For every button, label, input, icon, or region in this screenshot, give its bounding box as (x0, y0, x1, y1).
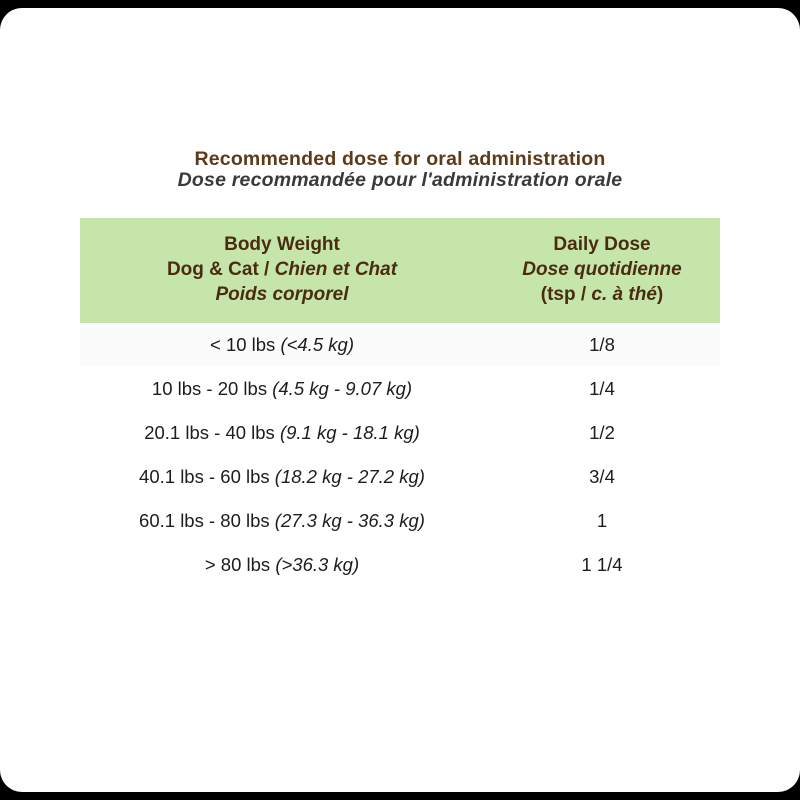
weight-kg: (4.5 kg - 9.07 kg) (272, 378, 413, 400)
weight-kg: (27.3 kg - 36.3 kg) (274, 510, 425, 532)
weight-kg: (18.2 kg - 27.2 kg) (274, 466, 425, 488)
header-body-weight-line2 (86, 257, 478, 282)
cell-daily-dose: 1 (484, 499, 720, 543)
chart-title-block (80, 148, 720, 212)
header-daily-dose-line3 (490, 282, 714, 307)
cell-body-weight (80, 543, 484, 587)
cell-body-weight (80, 367, 484, 411)
weight-lbs: 10 lbs - 20 lbs (151, 378, 268, 400)
table-row (80, 367, 720, 411)
weight-kg: (9.1 kg - 18.1 kg) (279, 422, 420, 444)
table-body (80, 323, 720, 587)
weight-kg: (<4.5 kg) (280, 334, 354, 356)
table-row (80, 543, 720, 587)
header-tsp-open: (tsp / (540, 284, 592, 306)
cell-daily-dose: 1/2 (484, 411, 720, 455)
cell-body-weight (80, 499, 484, 543)
title-french: Dose recommandée pour l'administration orale (177, 169, 623, 191)
weight-lbs: 20.1 lbs - 40 lbs (144, 422, 275, 444)
header-daily-dose (484, 218, 720, 323)
header-sep: / (258, 259, 275, 281)
cell-body-weight (80, 411, 484, 455)
weight-kg: (>36.3 kg) (275, 554, 360, 576)
header-body-weight-line3: Poids corporel (215, 284, 349, 306)
weight-lbs: 40.1 lbs - 60 lbs (139, 466, 270, 488)
cell-daily-dose: 1 1/4 (484, 543, 720, 587)
header-dog-cat-en: Dog & Cat (166, 259, 259, 281)
dosage-table (80, 218, 720, 587)
table-header-row (80, 218, 720, 323)
header-daily-dose-line1: Daily Dose (553, 234, 651, 255)
cell-body-weight (80, 455, 484, 499)
cell-daily-dose: 1/4 (484, 367, 720, 411)
weight-lbs: 60.1 lbs - 80 lbs (139, 510, 270, 532)
header-dog-cat-fr: Chien et Chat (274, 259, 398, 281)
weight-lbs: < 10 lbs (210, 334, 276, 356)
table-row (80, 455, 720, 499)
table-row (80, 499, 720, 543)
weight-lbs: > 80 lbs (204, 554, 271, 576)
header-body-weight-line1: Body Weight (224, 234, 340, 255)
header-body-weight (80, 218, 484, 323)
table-header (80, 218, 720, 323)
header-tsp-fr: c. à thé (591, 284, 657, 306)
cell-body-weight (80, 323, 484, 367)
header-tsp-close: ) (656, 284, 664, 306)
cell-daily-dose: 3/4 (484, 455, 720, 499)
cell-daily-dose: 1/8 (484, 323, 720, 367)
header-daily-dose-line2: Dose quotidienne (522, 259, 682, 281)
table-row (80, 323, 720, 367)
title-english: Recommended dose for oral administration (194, 148, 606, 170)
table-row (80, 411, 720, 455)
